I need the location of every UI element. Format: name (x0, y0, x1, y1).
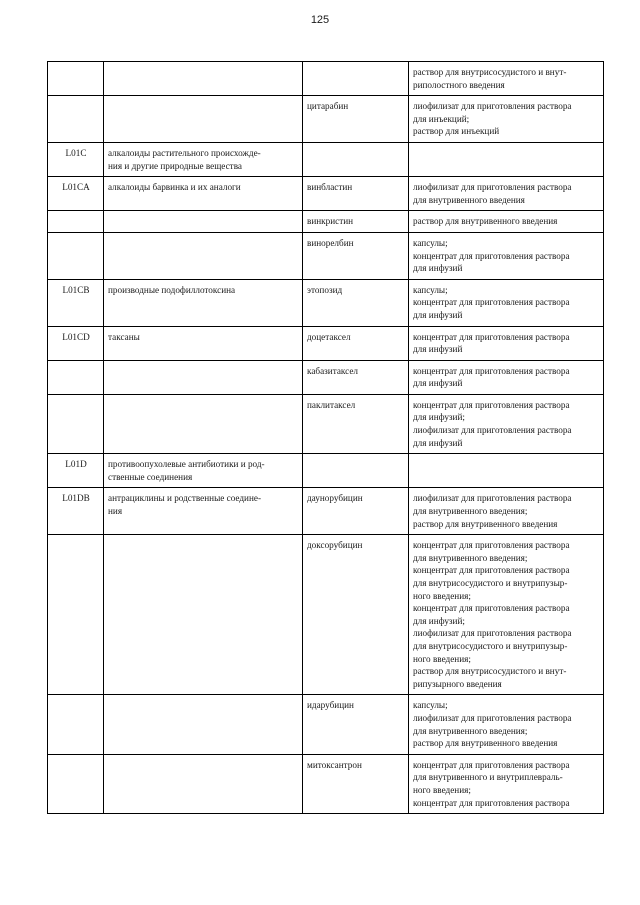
anatomical-group-cell (104, 360, 303, 394)
anatomical-group-cell (104, 279, 303, 326)
dosage-form-line: концентрат для приготовления раствора (413, 250, 570, 261)
drug-name-cell: доксорубицин (303, 535, 409, 695)
drug-name-cell: доцетаксел (303, 326, 409, 360)
dosage-form-line: для инфузий (413, 263, 463, 274)
drug-name-cell (303, 142, 409, 176)
dosage-form-line: лиофилизат для приготовления раствора (413, 101, 572, 112)
dosage-forms-cell (409, 695, 604, 754)
table-row (48, 360, 604, 394)
table-row (48, 211, 604, 233)
dosage-form-line: раствор для внутривенного введения (413, 518, 558, 529)
drug-name-cell: винбластин (303, 177, 409, 211)
dosage-form-line: концентрат для приготовления раствора (413, 565, 570, 576)
table-row (48, 394, 604, 453)
dosage-form-line: для инъекций; (413, 113, 470, 124)
dosage-form-line: ного введения; (413, 653, 471, 664)
anatomical-group-cell (104, 177, 303, 211)
group-text-line: алкалоиды барвинка и их аналоги (108, 182, 241, 193)
drug-name-cell: паклитаксел (303, 394, 409, 453)
anatomical-group-cell (104, 62, 303, 96)
dosage-forms-cell (409, 326, 604, 360)
dosage-forms-cell (409, 394, 604, 453)
dosage-form-line: для внутривенного введения; (413, 506, 528, 517)
dosage-forms-cell (409, 360, 604, 394)
dosage-form-line: лиофилизат для приготовления раствора (413, 425, 572, 436)
group-text-line: ния и другие природные вещества (108, 160, 242, 171)
atc-code-cell: L01CB (48, 279, 104, 326)
dosage-form-line: раствор для внутривенного введения (413, 738, 558, 749)
dosage-form-line: для инфузий (413, 344, 463, 355)
table-row (48, 177, 604, 211)
dosage-form-line: для инфузий (413, 378, 463, 389)
dosage-form-line: для инфузий (413, 309, 463, 320)
atc-code-cell (48, 394, 104, 453)
atc-code-cell (48, 232, 104, 279)
dosage-form-line: капсулы; (413, 700, 448, 711)
atc-code-cell: L01C (48, 142, 104, 176)
drug-name-cell: цитарабин (303, 96, 409, 143)
table-row (48, 754, 604, 813)
dosage-form-line: раствор для внутрисосудистого и внут- (413, 67, 567, 77)
dosage-form-line: концентрат для приготовления раствора (413, 365, 570, 376)
drug-name-cell (303, 454, 409, 488)
group-text-line: производные подофиллотоксина (108, 284, 236, 295)
drug-name-cell: винорелбин (303, 232, 409, 279)
table-row (48, 488, 604, 535)
dosage-form-line: раствор для внутрисосудистого и внут- (413, 666, 567, 677)
anatomical-group-cell (104, 232, 303, 279)
anatomical-group-cell (104, 454, 303, 488)
anatomical-group-cell (104, 211, 303, 233)
group-text-line: ственные соединения (108, 471, 193, 482)
atc-code-cell: L01CA (48, 177, 104, 211)
drug-name-cell: идарубицин (303, 695, 409, 754)
table-row (48, 695, 604, 754)
table-row (48, 326, 604, 360)
anatomical-group-cell (104, 535, 303, 695)
group-text-line: алкалоиды растительного происхожде- (108, 147, 261, 158)
dosage-form-line: ного введения; (413, 590, 471, 601)
anatomical-group-cell (104, 326, 303, 360)
dosage-form-line: концентрат для приготовления раствора (413, 297, 570, 308)
atc-code-cell (48, 96, 104, 143)
dosage-form-line: концентрат для приготовления раствора (413, 603, 570, 614)
dosage-forms-cell (409, 142, 604, 176)
dosage-form-line: лиофилизат для приготовления раствора (413, 712, 572, 723)
anatomical-group-cell (104, 488, 303, 535)
table-body (48, 62, 604, 814)
drug-name-cell: даунорубицин (303, 488, 409, 535)
anatomical-group-cell (104, 394, 303, 453)
atc-code-cell (48, 535, 104, 695)
table-row (48, 232, 604, 279)
dosage-forms-cell (409, 535, 604, 695)
dosage-form-line: для внутривенного введения; (413, 552, 528, 563)
table-row (48, 454, 604, 488)
drug-name-cell: митоксантрон (303, 754, 409, 813)
table-row (48, 279, 604, 326)
dosage-forms-cell (409, 232, 604, 279)
drug-table (47, 61, 604, 814)
dosage-form-line: лиофилизат для приготовления раствора (413, 493, 572, 504)
dosage-forms-cell (409, 177, 604, 211)
dosage-forms-cell (409, 96, 604, 143)
group-text-line: антрациклины и родственные соедине- (108, 493, 262, 504)
dosage-form-line: для внутривенного и внутриплевраль- (413, 772, 563, 783)
dosage-forms-cell (409, 279, 604, 326)
dosage-forms-cell (409, 754, 604, 813)
group-text-line: таксаны (108, 331, 140, 342)
drug-name-cell: кабазитаксел (303, 360, 409, 394)
dosage-form-line: капсулы; (413, 237, 448, 248)
dosage-form-line: концентрат для приготовления раствора (413, 399, 570, 410)
atc-code-cell: L01D (48, 454, 104, 488)
table-row (48, 535, 604, 695)
anatomical-group-cell (104, 754, 303, 813)
dosage-form-line: лиофилизат для приготовления раствора (413, 628, 572, 639)
dosage-forms-cell (409, 211, 604, 233)
dosage-form-line: рипузырного введения (413, 678, 502, 689)
dosage-form-line: концентрат для приготовления раствора (413, 331, 570, 342)
dosage-form-line: концентрат для приготовления раствора (413, 540, 570, 551)
group-text-line: противоопухолевые антибиотики и род- (108, 459, 265, 470)
dosage-form-line: для внутрисосудистого и внутрипузыр- (413, 640, 568, 651)
dosage-form-line: для инфузий; (413, 615, 465, 626)
dosage-form-line: для внутривенного введения (413, 194, 525, 205)
page-number: 125 (310, 14, 330, 26)
dosage-form-line: капсулы; (413, 284, 448, 295)
dosage-form-line: для инфузий; (413, 412, 465, 423)
atc-code-cell: L01DB (48, 488, 104, 535)
anatomical-group-cell (104, 142, 303, 176)
dosage-form-line: концентрат для приготовления раствора (413, 759, 570, 770)
anatomical-group-cell (104, 96, 303, 143)
drug-name-cell: винкристин (303, 211, 409, 233)
dosage-form-line: раствор для инъекций (413, 126, 500, 137)
atc-code-cell (48, 62, 104, 96)
atc-code-cell (48, 211, 104, 233)
dosage-form-line: для внутривенного введения; (413, 725, 528, 736)
dosage-form-line: для внутрисосудистого и внутрипузыр- (413, 578, 568, 588)
dosage-forms-cell (409, 488, 604, 535)
dosage-form-line: раствор для внутривенного введения (413, 216, 558, 227)
table-row (48, 142, 604, 176)
drug-name-cell: этопозид (303, 279, 409, 326)
atc-code-cell (48, 754, 104, 813)
atc-code-cell (48, 695, 104, 754)
table-row (48, 62, 604, 96)
atc-code-cell (48, 360, 104, 394)
dosage-form-line: риполостного введения (413, 79, 505, 90)
dosage-forms-cell (409, 62, 604, 96)
dosage-form-line: ного введения; (413, 784, 471, 795)
dosage-forms-cell (409, 454, 604, 488)
drug-name-cell (303, 62, 409, 96)
anatomical-group-cell (104, 695, 303, 754)
dosage-form-line: для инфузий (413, 437, 463, 448)
dosage-form-line: лиофилизат для приготовления раствора (413, 182, 572, 193)
table-row (48, 96, 604, 143)
group-text-line: ния (108, 506, 123, 517)
dosage-form-line: концентрат для приготовления раствора (413, 797, 570, 808)
atc-code-cell: L01CD (48, 326, 104, 360)
